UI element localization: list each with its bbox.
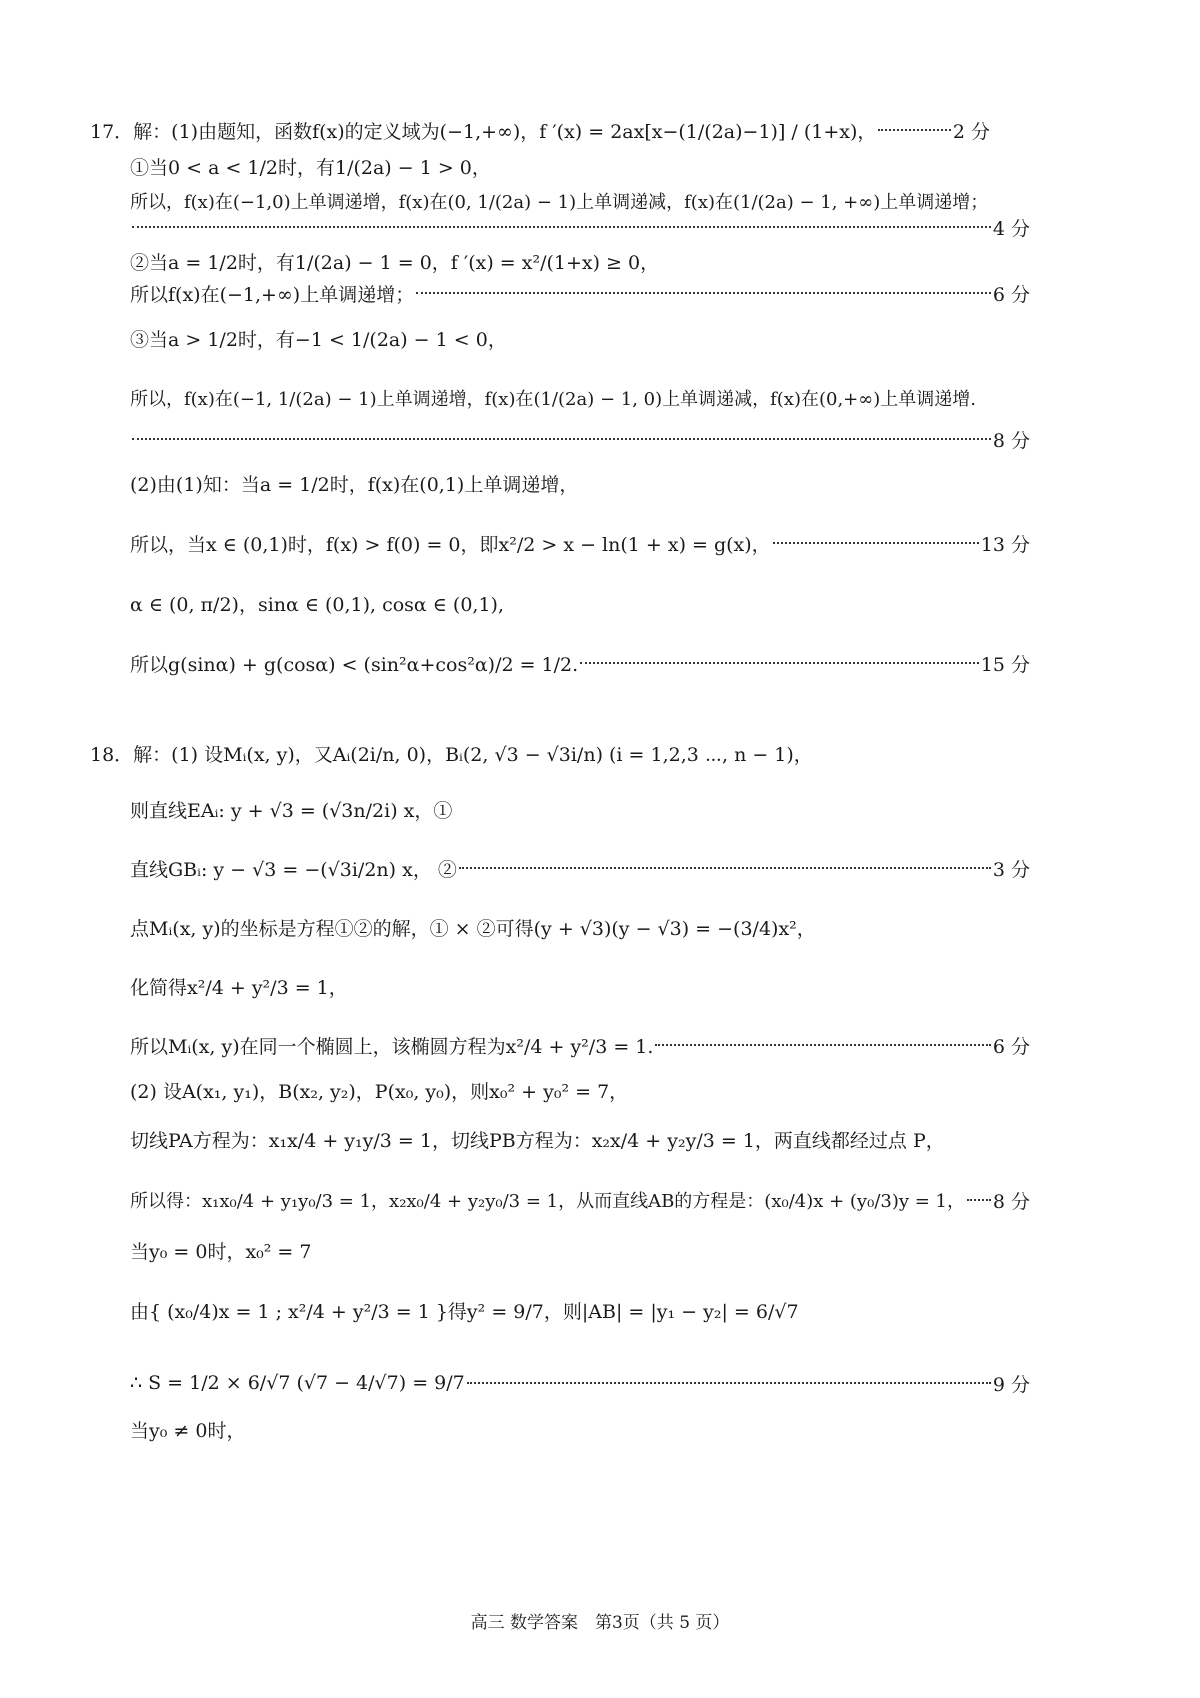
p17-line-10-text: (2)由(1)知：当a = 1/2时，f(x)在(0,1)上单调递增， xyxy=(130,473,579,496)
p17-line-8-text: 所以，f(x)在(−1, 1/(2a) − 1)上单调递增，f(x)在(1/(2a) − 1, 0)上单调递减，f(x)在(0,+∞)上单调递增. xyxy=(130,389,976,410)
dot-leader xyxy=(132,438,991,440)
p18-line-10-text: 当y₀ = 0时，x₀² = 7 xyxy=(130,1240,312,1263)
p17-line-1 xyxy=(90,110,990,150)
p17-line-7-text: ③当a > 1/2时，有−1 < 1/(2a) − 1 < 0， xyxy=(130,328,507,351)
dot-leader xyxy=(132,226,991,228)
p18-score-1: 3 分 xyxy=(992,858,1030,881)
p18-line-2-text: 则直线EAᵢ: y + √3 = (√3n/2i) x，① xyxy=(130,799,453,822)
p17-score-3: 6 分 xyxy=(992,283,1030,306)
page-footer: 高三 数学答案 第3页（共 5 页） xyxy=(470,1613,730,1633)
dot-leader xyxy=(967,1199,991,1201)
p18-line-9 xyxy=(130,1180,1030,1220)
p18-line-6 xyxy=(130,1025,1030,1065)
p17-line-1-text: 17．解：(1)由题知，函数f(x)的定义域为(−1,+∞)，f ′(x) = 2ax[x−(1/(2a)−1)] / (1+x)， xyxy=(90,120,877,143)
p18-line-11-text: 由{ (x₀/4)x = 1 ; x²/4 + y²/3 = 1 }得y² = 9/7，则|AB| = |y₁ − y₂| = 6/√7 xyxy=(130,1300,799,1323)
p17-line-7 xyxy=(130,318,1030,358)
p18-line-6-text: 所以Mᵢ(x, y)在同一个椭圆上，该椭圆方程为x²/4 + y²/3 = 1. xyxy=(130,1035,654,1058)
p17-line-6-text: 所以f(x)在(−1,+∞)上单调递增； xyxy=(130,283,415,306)
p18-line-12 xyxy=(130,1363,1030,1403)
p17-line-13-text: 所以g(sinα) + g(cosα) < (sin²α+cos²α)/2 = 1/2. xyxy=(130,653,579,676)
p18-line-8-text: 切线PA方程为：x₁x/4 + y₁y/3 = 1，切线PB方程为：x₂x/4 + y₂y/3 = 1，两直线都经过点 P， xyxy=(130,1129,945,1152)
p18-line-4 xyxy=(130,907,1030,947)
p18-line-13 xyxy=(130,1409,1030,1449)
p18-line-1-text: 18．解：(1) 设Mᵢ(x, y)，又Aᵢ(2i/n, 0)，Bᵢ(2, √3 − √3i/n) (i = 1,2,3 ⋯, n − 1)， xyxy=(90,743,813,766)
p17-line-11 xyxy=(130,523,1030,563)
p17-line-5-text: ②当a = 1/2时，有1/(2a) − 1 = 0，f ′(x) = x²/(1+x) ≥ 0， xyxy=(130,251,660,274)
p17-score-5: 13 分 xyxy=(980,533,1030,556)
p17-line-11-text: 所以，当x ∈ (0,1)时，f(x) > f(0) = 0，即x²/2 > x − ln(1 + x) = g(x)， xyxy=(130,533,771,556)
p18-line-8 xyxy=(130,1119,1030,1159)
p18-line-2 xyxy=(130,789,1030,829)
p18-score-2: 6 分 xyxy=(992,1035,1030,1058)
p17-line-2-text: ①当0 < a < 1/2时，有1/(2a) − 1 > 0， xyxy=(130,156,491,179)
p17-line-12-text: α ∈ (0, π/2)，sinα ∈ (0,1), cosα ∈ (0,1), xyxy=(130,593,504,616)
p18-line-7 xyxy=(130,1070,1030,1110)
p17-line-13 xyxy=(130,643,1030,683)
dot-leader xyxy=(655,1044,990,1046)
p17-score-4: 8 分 xyxy=(992,429,1030,452)
p17-line-3-text: 所以，f(x)在(−1,0)上单调递增，f(x)在(0, 1/(2a) − 1)上单调递减，f(x)在(1/(2a) − 1, +∞)上单调递增； xyxy=(130,192,989,213)
p17-line-10 xyxy=(130,463,1030,503)
dot-leader xyxy=(878,129,950,131)
p18-line-13-text: 当y₀ ≠ 0时， xyxy=(130,1419,246,1442)
dot-leader xyxy=(416,292,991,294)
p18-line-9-text: 所以得：x₁x₀/4 + y₁y₀/3 = 1，x₂x₀/4 + y₂y₀/3 = 1，从而直线AB的方程是：(x₀/4)x + (y₀/3)y = 1， xyxy=(130,1191,966,1212)
dot-leader xyxy=(459,867,991,869)
p18-line-3 xyxy=(130,848,1030,888)
p18-line-3-text: 直线GBᵢ: y − √3 = −(√3i/2n) x， ② xyxy=(130,858,457,881)
p17-line-9 xyxy=(130,419,1030,459)
p18-line-12-text: ∴ S = 1/2 × 6/√7 (√7 − 4/√7) = 9/7 xyxy=(130,1372,465,1394)
p18-line-10 xyxy=(130,1230,1030,1270)
p17-score-2: 4 分 xyxy=(992,217,1030,240)
p17-line-8 xyxy=(130,378,1030,418)
p18-score-3: 8 分 xyxy=(992,1190,1030,1213)
dot-leader xyxy=(580,662,979,664)
p18-line-5 xyxy=(130,966,1030,1006)
p18-line-1 xyxy=(90,733,990,773)
dot-leader xyxy=(773,542,979,544)
dot-leader xyxy=(467,1382,991,1384)
p17-line-6 xyxy=(130,273,1030,313)
p18-line-7-text: (2) 设A(x₁, y₁)，B(x₂, y₂)，P(x₀, y₀)，则x₀² + y₀² = 7， xyxy=(130,1080,629,1103)
p18-score-4: 9 分 xyxy=(992,1373,1030,1396)
p17-score-1: 2 分 xyxy=(952,120,990,143)
p18-line-5-text: 化简得x²/4 + y²/3 = 1， xyxy=(130,976,348,999)
p17-line-2 xyxy=(130,146,1030,186)
p18-line-4-text: 点Mᵢ(x, y)的坐标是方程①②的解，① × ②可得(y + √3)(y − √3) = −(3/4)x²， xyxy=(130,917,816,940)
p18-line-11 xyxy=(130,1290,1030,1330)
p17-line-12 xyxy=(130,583,1030,623)
p17-score-6: 15 分 xyxy=(980,653,1030,676)
